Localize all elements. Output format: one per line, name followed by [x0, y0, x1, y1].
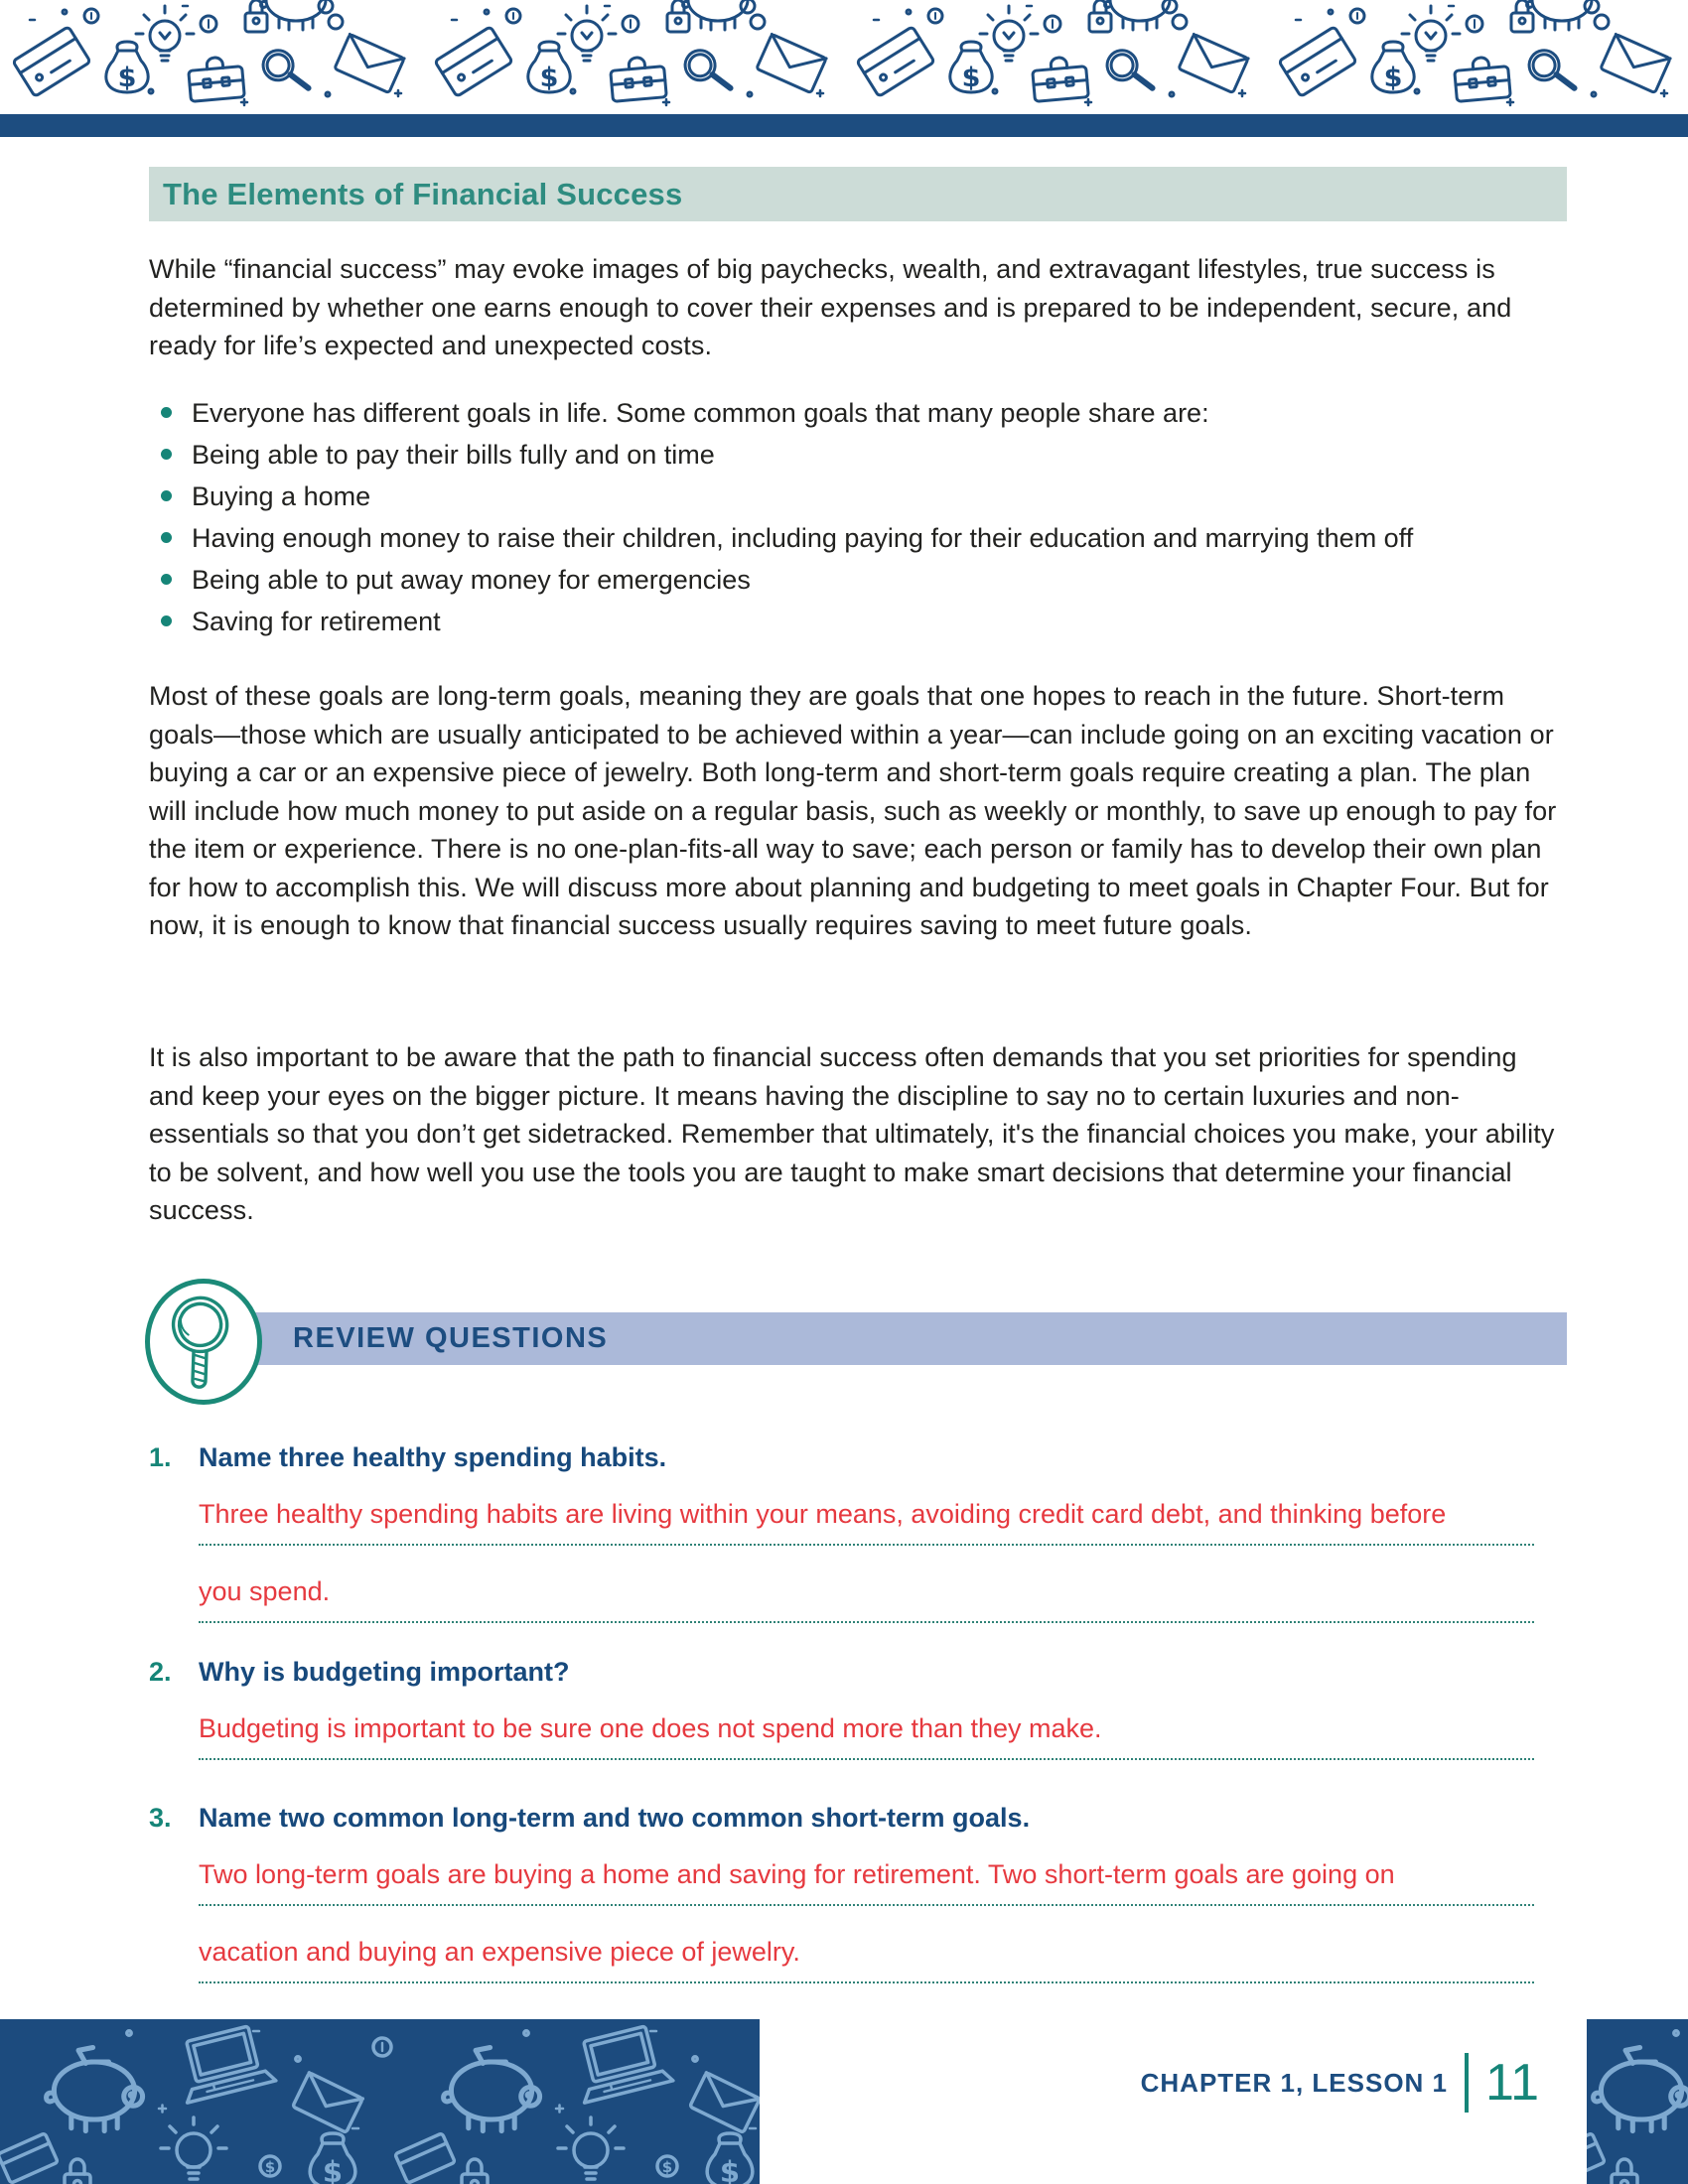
list-item — [149, 608, 1567, 636]
question-number: 3. — [149, 1803, 172, 1833]
footer-doodle-right — [1587, 2019, 1688, 2184]
answer-text: you spend. — [199, 1576, 331, 1606]
review-questions-banner — [210, 1312, 1567, 1365]
answer-line — [199, 1937, 1534, 1983]
question-number: 2. — [149, 1657, 172, 1687]
priorities-paragraph: It is also important to be aware that the path to financial success often demands that you set priorities for spending and keep your eyes on the bigger picture. It means having the discipline to say no to certain luxuries and non-essentials so that you don’t get sidetracked. Remember that ultimately, it's the financial choices you make, your ability to be solvent, and how well you use the tools you are taught to make smart decisions that determine your financial success. — [149, 1042, 1555, 1225]
answer-line — [199, 1576, 1534, 1623]
list-item-text: Having enough money to raise their children, including paying for their education and marrying them off — [192, 523, 1414, 553]
question-block-2 — [149, 1656, 1567, 1791]
intro-paragraph: While “financial success” may evoke images of big paychecks, wealth, and extravagant lifestyles, true success is determined by whether one earns enough to cover their expenses and is prepared to be independent, secure, and ready for life’s expected and unexpected costs. — [149, 254, 1512, 360]
review-questions-heading: REVIEW QUESTIONS — [293, 1322, 609, 1354]
question-block-1 — [149, 1441, 1567, 1654]
list-item — [149, 399, 1567, 428]
question-block-3 — [149, 1802, 1567, 2014]
answer-text: vacation and buying an expensive piece of jewelry. — [199, 1937, 800, 1967]
list-item-text: Everyone has different goals in life. Some common goals that many people share are: — [192, 398, 1209, 428]
question-text: Why is budgeting important? — [199, 1657, 570, 1687]
header-doodle-band — [0, 0, 1688, 114]
bullet-icon — [161, 574, 172, 585]
section-title-banner — [149, 167, 1567, 221]
list-item-text: Being able to put away money for emergencies — [192, 565, 751, 595]
footer-doodle-left — [0, 2019, 760, 2184]
bullet-icon — [161, 490, 172, 501]
header-divider-bar — [0, 114, 1688, 137]
page-number: 11 — [1485, 2054, 1539, 2112]
answer-line — [199, 1859, 1534, 1906]
page-title: The Elements of Financial Success — [163, 176, 683, 211]
bullet-icon — [161, 407, 172, 418]
answer-line — [199, 1499, 1534, 1546]
long-term-goals-paragraph: Most of these goals are long-term goals, meaning they are goals that one hopes to reach in the future. Short-term goals—those which are usually anticipated to be achieved within a year—can include going on an exciting vacation or buying a car or an expensive piece of jewelry. Both long-term and short-term goals require creating a plan. The plan will include how much money to put aside on a regular basis, such as weekly or monthly, to save up enough to pay for the item or experience. There is no one-plan-fits-all way to save; each person or family has to develop their own plan for how to accomplish this. We will discuss more about planning and budgeting to meet goals in Chapter Four. But for now, it is enough to know that financial success usually requires saving to meet future goals. — [149, 681, 1557, 940]
bullet-icon — [161, 615, 172, 626]
footer-meta — [1141, 2051, 1539, 2115]
question-text: Name two common long-term and two common short-term goals. — [199, 1803, 1031, 1833]
list-item — [149, 441, 1567, 470]
answer-text: Two long-term goals are buying a home and saving for retirement. Two short-term goals are going on — [199, 1859, 1395, 1889]
list-item-text: Being able to pay their bills fully and on time — [192, 440, 715, 470]
list-item — [149, 524, 1567, 553]
list-item-text: Saving for retirement — [192, 607, 441, 636]
footer-divider — [1465, 2053, 1469, 2113]
magnifying-glass-icon — [145, 1279, 262, 1405]
finance-doodle-pattern-icon — [0, 2019, 760, 2184]
chapter-lesson-label: CHAPTER 1, LESSON 1 — [1140, 2067, 1449, 2098]
goals-list — [149, 399, 1567, 649]
question-number: 1. — [149, 1442, 172, 1472]
bullet-icon — [161, 449, 172, 460]
list-item-text: Buying a home — [192, 481, 371, 511]
answer-text: Budgeting is important to be sure one does not spend more than they make. — [199, 1713, 1102, 1743]
list-item — [149, 566, 1567, 595]
answer-line — [199, 1713, 1534, 1760]
bullet-icon — [161, 532, 172, 543]
answer-text: Three healthy spending habits are living within your means, avoiding credit card debt, and thinking before — [199, 1499, 1447, 1529]
list-item — [149, 482, 1567, 511]
finance-doodle-pattern-icon — [0, 0, 1688, 114]
question-text: Name three healthy spending habits. — [199, 1442, 667, 1472]
